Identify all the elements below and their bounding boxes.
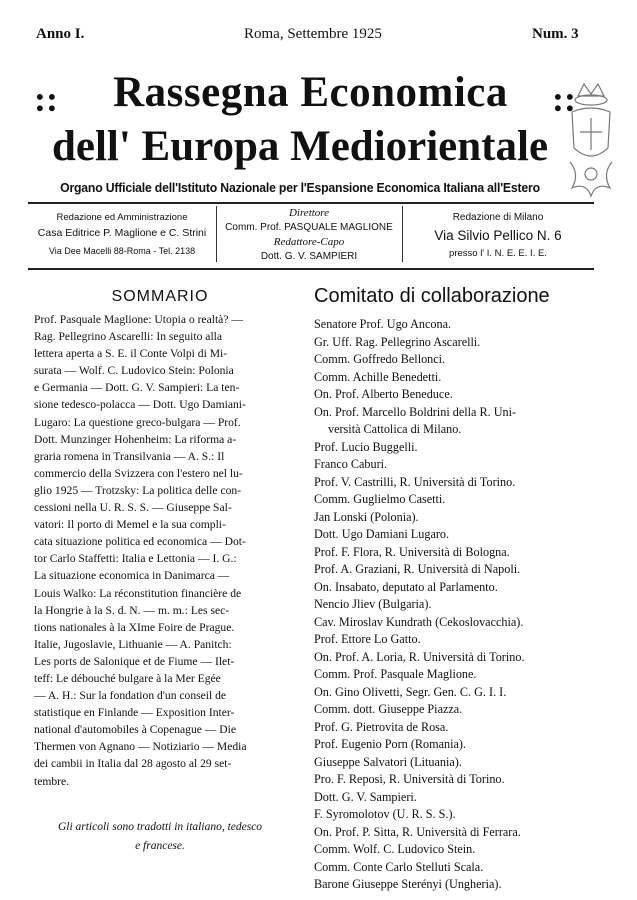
comitato-member: On. Prof. Alberto Beneduce.	[314, 387, 453, 401]
sommario-line: commercio della Svizzera con l'estero nel lu-	[34, 466, 243, 480]
sommario-line: cessioni nella U. R. S. S. — Giuseppe Sal-	[34, 501, 232, 515]
sommario-line: Prof. Pasquale Maglione: Utopia o realtà? —	[34, 313, 243, 326]
sommario-line: e Germania — Dott. G. V. Sampieri: La ten-	[34, 381, 240, 395]
sommario-list	[34, 311, 282, 790]
comitato-member: F. Syromolotov (U. R. S. S.).	[314, 807, 456, 821]
sommario-line: tor Carlo Staffetti: Italia e Lettonia — I. G.:	[34, 552, 237, 566]
direttore-title: Direttore	[288, 207, 330, 219]
sommario-line: Les ports de Salonique et de Fiume — Ilet-	[34, 654, 235, 668]
comitato-member: Gr. Uff. Rag. Pellegrino Ascarelli.	[314, 334, 481, 349]
sommario-line: national d'automobiles à Copenague — Die	[34, 723, 237, 737]
organo-subtitle: Organo Ufficiale dell'Istituto Nazionale per l'Espansione Economica Italiana all'Estero	[60, 181, 540, 195]
comitato-member: Nencio Jliev (Bulgaria).	[314, 597, 432, 611]
direttore-name: Comm. Prof. PASQUALE MAGLIONE	[225, 221, 393, 233]
comitato-member: Giuseppe Salvatori (Lituania).	[314, 754, 462, 769]
sommario-line: La situazione economica in Danimarca —	[34, 569, 230, 583]
sommario-line: tions nationales à la XIme Foire de Prague.	[34, 620, 235, 634]
comitato-member: On. Prof. Marcello Boldrini della R. Uni-	[314, 404, 517, 419]
masthead-title-line1: Rassegna Economica	[113, 69, 508, 116]
sommario-line: Thermen von Agnano — Notiziario — Media	[34, 740, 247, 754]
sommario-line: Lugaro: La questione greco-bulgara — Prof.	[34, 415, 241, 429]
issue-number: Num. 3	[532, 26, 579, 42]
sommario-line: — A. H.: Sur la fondation d'un conseil de	[34, 689, 227, 703]
comitato-member: Prof. F. Flora, R. Università di Bologna.	[314, 544, 510, 559]
redazione-cell	[30, 210, 214, 259]
crest-icon	[560, 78, 622, 218]
comitato-member: Comm. Goffredo Bellonci.	[314, 352, 446, 366]
redazione-address: Via Dee Macelli 88-Roma - Tel. 2138	[48, 246, 196, 256]
comitato-member: On. Prof. P. Sitta, R. Università di Ferrara.	[314, 824, 521, 839]
comitato-member: Senatore Prof. Ugo Ancona.	[314, 317, 452, 331]
translation-note-line2: e francese.	[135, 840, 185, 852]
ornament-left: ::	[34, 79, 58, 119]
sommario-line: graria romena in Transilvania — A. S.: Il	[34, 449, 225, 463]
sommario-line: la Hongrie à la S. d. N. — m. m.: Les sec-	[34, 603, 230, 617]
info-divider-2	[402, 206, 403, 262]
sommario-line: cata situazione politica ed economica — Dot-	[34, 535, 246, 549]
sommario-line: vatori: Il porto di Memel e la sua compli-	[34, 518, 226, 532]
milano-title: Redazione di Milano	[452, 212, 544, 223]
redazione-publisher: Casa Editrice P. Maglione e C. Strini	[37, 227, 207, 239]
comitato-member: Comm. Wolf. C. Ludovico Stein.	[314, 842, 476, 856]
comitato-member: On. Insabato, deputato al Parlamento.	[314, 579, 498, 594]
comitato-member: Comm. dott. Giuseppe Piazza.	[314, 702, 463, 716]
comitato-member: Jan Lonski (Polonia).	[314, 509, 419, 524]
issue-date: Roma, Settembre 1925	[244, 26, 382, 42]
comitato-member: Prof. Ettore Lo Gatto.	[314, 632, 421, 646]
milano-address: Via Silvio Pellico N. 6	[434, 228, 562, 243]
comitato-member: On. Gino Olivetti, Segr. Gen. C. G. I. I.	[314, 684, 507, 699]
translation-note	[36, 818, 284, 856]
comitato-heading: Comitato di collaborazione	[314, 285, 550, 307]
comitato-member: Barone Giuseppe Sterényi (Ungheria).	[314, 877, 502, 891]
comitato-list	[314, 316, 614, 894]
comitato-member: Franco Caburi.	[314, 457, 388, 471]
redattore-title: Redattore-Capo	[273, 236, 345, 248]
masthead-title-line2: dell' Europa Mediorientale	[51, 123, 549, 170]
sommario-line: lettera aperta a S. E. il Conte Volpi di Mi-	[34, 347, 228, 361]
milano-presso: presso l' I. N. E. E. I. E.	[449, 248, 547, 259]
comitato-member: Comm. Achille Benedetti.	[314, 369, 442, 384]
comitato-member: Prof. Eugenio Porn (Romania).	[314, 737, 466, 751]
info-divider-1	[216, 206, 217, 262]
comitato-member: Comm. Prof. Pasquale Maglione.	[314, 667, 477, 681]
sommario-line: Dott. Munzinger Hohenheim: La riforma a-	[34, 432, 237, 446]
sommario-line: Rag. Pellegrino Ascarelli: In seguito alla	[34, 330, 223, 344]
comitato-member: Dott. Ugo Damiani Lugaro.	[314, 527, 450, 541]
comitato-member: On. Prof. A. Loria, R. Università di Torino.	[314, 649, 525, 664]
issue-year: Anno I.	[36, 26, 85, 42]
comitato-member: Cav. Miroslav Kundrath (Cekoslovacchia).	[314, 614, 524, 629]
comitato-member: Comm. Conte Carlo Stelluti Scala.	[314, 859, 484, 874]
comitato-member: Dott. G. V. Sampieri.	[314, 789, 417, 804]
sommario-line: statistique en Finlande — Exposition Inter-	[34, 706, 235, 720]
direttore-cell	[218, 206, 400, 264]
comitato-member: Pro. F. Reposi, R. Università di Torino.	[314, 772, 505, 786]
redazione-title: Redazione ed Amministrazione	[56, 212, 188, 223]
sommario-line: dei cambii in Italia dal 28 agosto al 29 set-	[34, 757, 232, 771]
ornament-right: ::	[552, 79, 576, 119]
sommario-line: tembre.	[34, 774, 70, 788]
sommario-heading: SOMMARIO	[111, 288, 209, 305]
comitato-member: Comm. Guglielmo Casetti.	[314, 492, 446, 506]
comitato-member: Prof. G. Pietrovita de Rosa.	[314, 719, 449, 734]
redattore-name: Dott. G. V. SAMPIERI	[260, 250, 358, 262]
sommario-line: surata — Wolf. C. Ludovico Stein: Polonia	[34, 364, 234, 378]
sommario-line: glio 1925 — Trotzsky: La politica delle con-	[34, 483, 242, 497]
comitato-member: Prof. Lucio Buggelli.	[314, 439, 418, 454]
sommario-line: sione tedesco-polacca — Dott. Ugo Damiani-	[34, 398, 246, 412]
milano-cell	[404, 210, 592, 261]
sommario-line: teff: Le débouché bulgare à la Mer Egée	[34, 671, 221, 685]
comitato-member: versità Cattolica di Milano.	[328, 422, 462, 436]
sommario-line: Italie, Jugoslavie, Lithuanie — A. Panitch:	[34, 637, 232, 651]
comitato-member: Prof. V. Castrilli, R. Università di Torino.	[314, 474, 516, 489]
translation-note-line1: Gli articoli sono tradotti in italiano, tedesco	[57, 821, 263, 833]
sommario-line: Louis Walko: La réconstitution financière de	[34, 586, 242, 600]
comitato-member: Prof. A. Graziani, R. Università di Napoli.	[314, 562, 521, 576]
